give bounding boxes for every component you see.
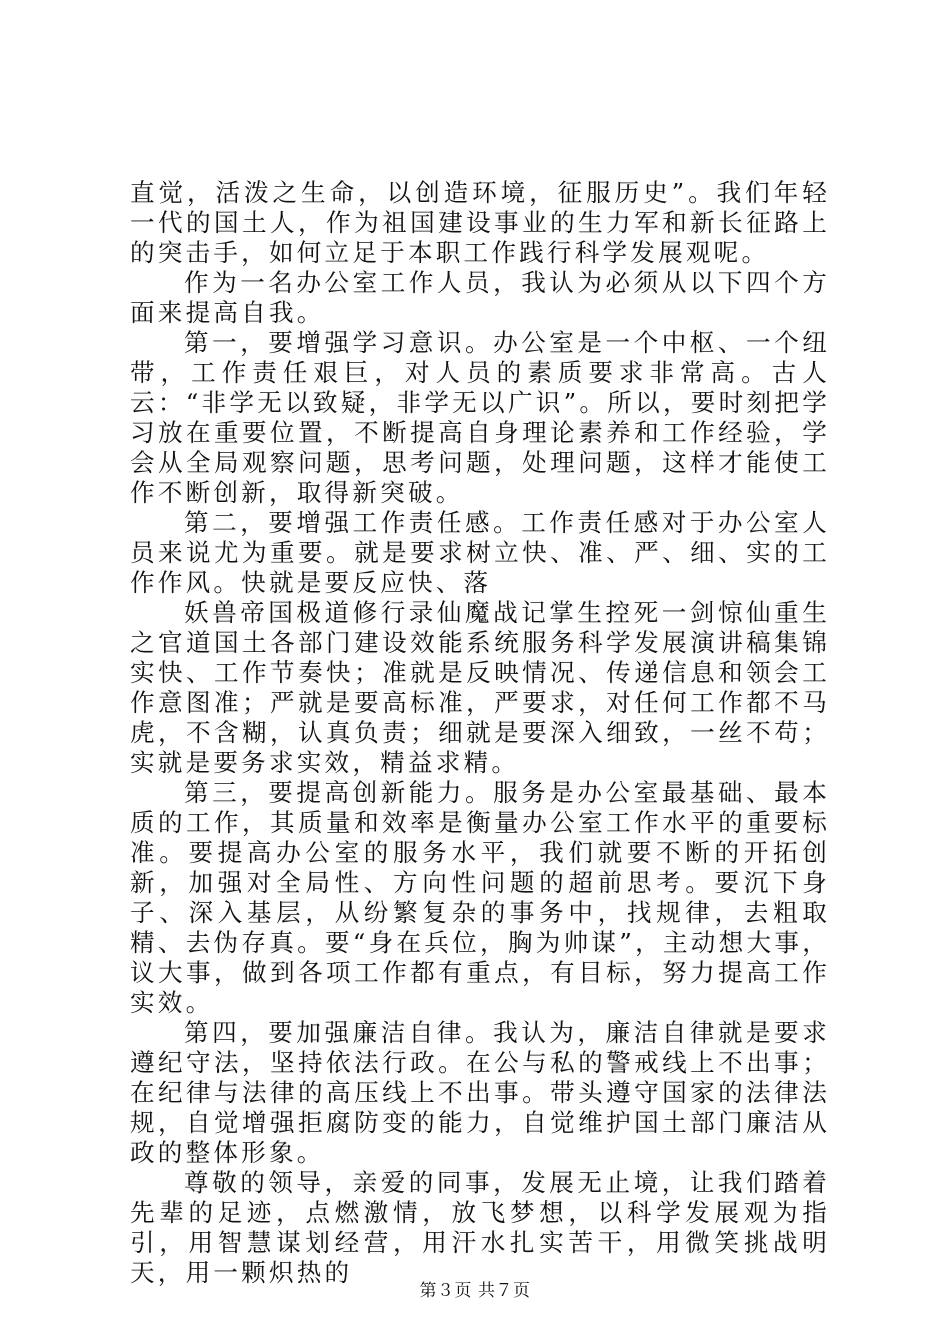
document-body [130, 178, 830, 1288]
paragraph-continuation: 直觉，活泼之生命，以创造环境，征服历史”。我们年轻一代的国土人，作为祖国建设事业的生力军和新长征路上的突击手，如何立足于本职工作践行科学发展观呢。 [130, 178, 830, 267]
paragraph-second-point: 第二，要增强工作责任感。工作责任感对于办公室人员来说尤为重要。就是要求树立快、准、严、细、实的工作作风。快就是要反应快、落 [130, 508, 830, 597]
paragraph-first-point: 第一，要增强学习意识。办公室是一个中枢、一个纽带，工作责任艰巨，对人员的素质要求非常高。古人云：“非学无以致疑，非学无以广识”。所以，要时刻把学习放在重要位置，不断提高自身理论素养和工作经验，学会从全局观察问题，思考问题，处理问题，这样才能使工作不断创新，取得新突破。 [130, 328, 830, 507]
page-number-footer: 第３页 共７页 [419, 1281, 531, 1301]
paragraph-third-point: 第三，要提高创新能力。服务是办公室最基础、最本质的工作，其质量和效率是衡量办公室工作水平的重要标准。要提高办公室的服务水平，我们就要不断的开拓创新，加强对全局性、方向性问题的超前思考。要沉下身子、深入基层，从纷繁复杂的事务中，找规律，去粗取精、去伪存真。要“身在兵位，胸为帅谋”，主动想大事，议大事，做到各项工作都有重点，有目标，努力提高工作实效。 [130, 778, 830, 1017]
paragraph-closing: 尊敬的领导，亲爱的同事，发展无止境，让我们踏着先辈的足迹，点燃激情，放飞梦想，以科学发展观为指引，用智慧谋划经营，用汗水扎实苦干，用微笑挑战明天，用一颗炽热的 [130, 1168, 830, 1287]
paragraph-fourth-point: 第四，要加强廉洁自律。我认为，廉洁自律就是要求遵纪守法，坚持依法行政。在公与私的警戒线上不出事；在纪律与法律的高压线上不出事。带头遵守国家的法律法规，自觉增强拒腐防变的能力，自觉维护国土部门廉洁从政的整体形象。 [130, 1018, 830, 1167]
paragraph-intro: 作为一名办公室工作人员，我认为必须从以下四个方面来提高自我。 [130, 268, 830, 327]
paragraph-second-point-continued: 妖兽帝国极道修行录仙魔战记掌生控死一剑惊仙重生之官道国土各部门建设效能系统服务科学发展演讲稿集锦实快、工作节奏快；准就是反映情况、传递信息和领会工作意图准；严就是要高标准，严要求，对任何工作都不马虎，不含糊，认真负责；细就是要深入细致，一丝不苟；实就是要务求实效，精益求精。 [130, 598, 830, 777]
